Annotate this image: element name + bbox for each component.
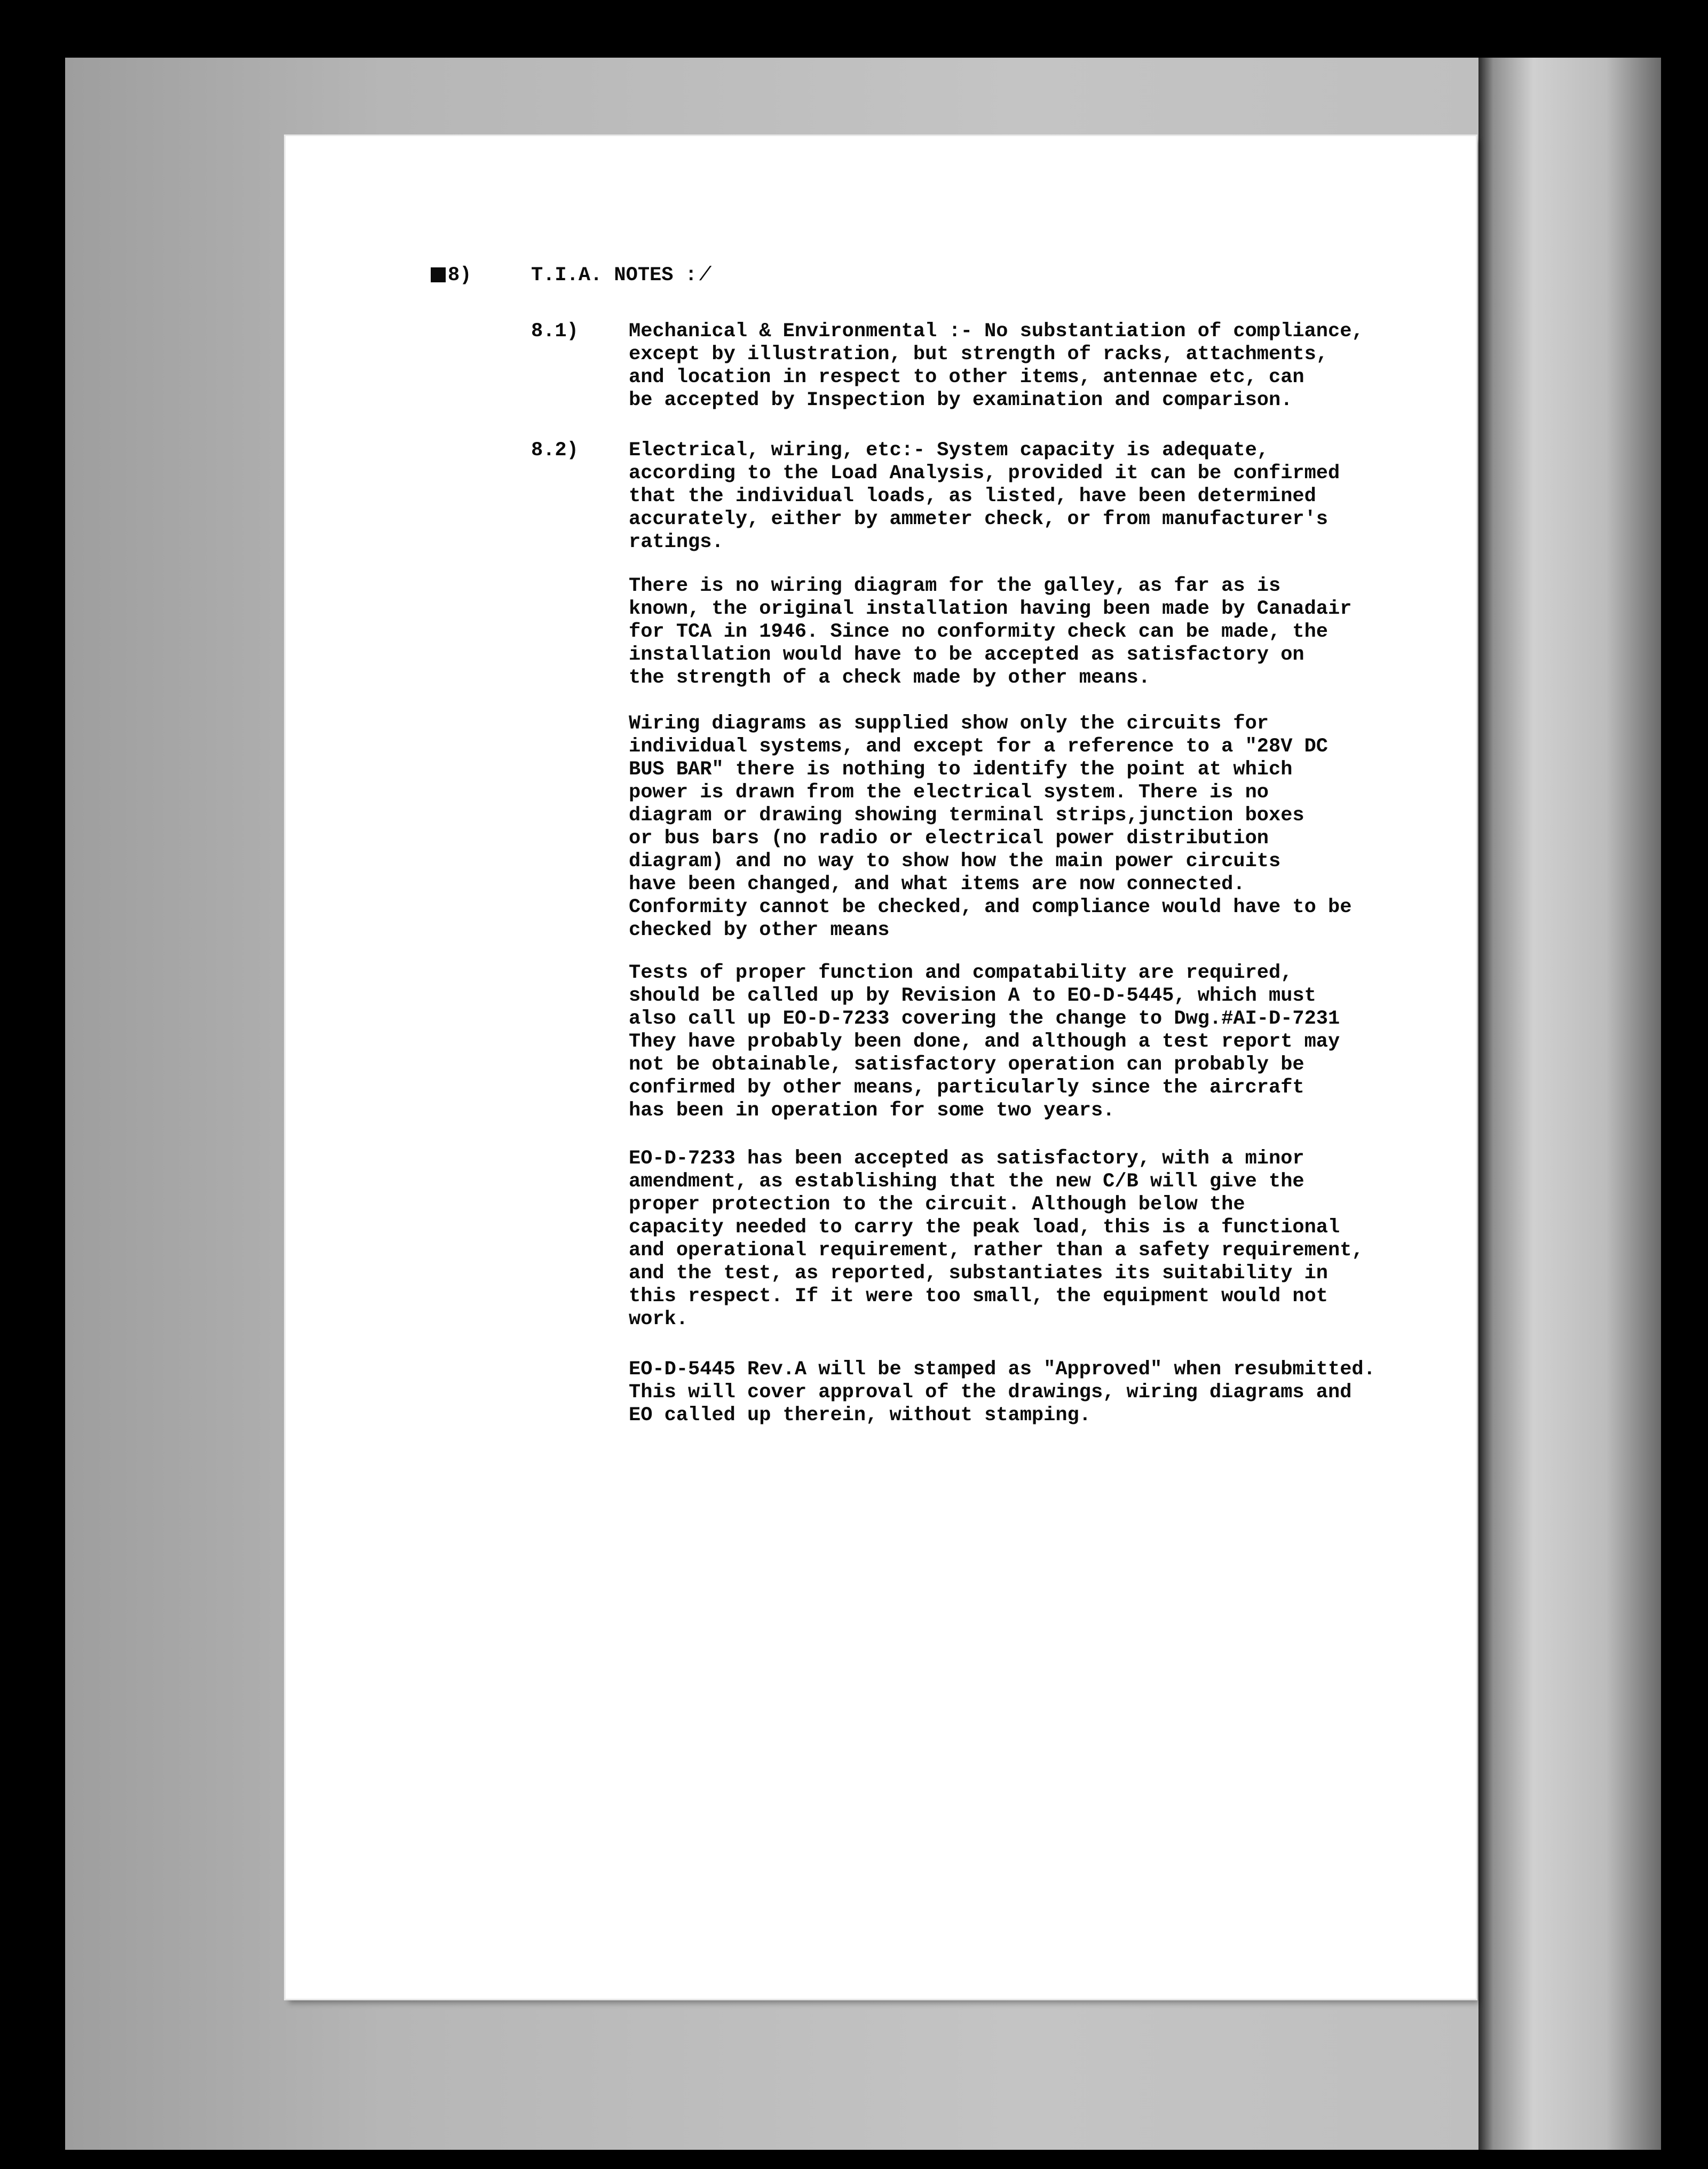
section-paragraph: EO-D-7233 has been accepted as satisfactory, with a minor amendment, as establishing that the new C/B will give the proper protection to the circuit. Although below the capacity needed to carry the peak load, this is a functional and operational requirement, rather than a safety requirement, and the test, as reported, substantiates its suitability in this respect. If it were too small, the equipment would not work.	[629, 1147, 1364, 1331]
heading-number	[431, 264, 489, 287]
section-paragraph: Wiring diagrams as supplied show only the circuits for individual systems, and except for a reference to a "28V DC BUS BAR" there is nothing to identify the point at which power is drawn from the electrical system. There is no diagram or drawing showing terminal strips,junction boxes or bus bars (no radio or electrical power distribution diagram) and no way to show how the main power circuits have been changed, and what items are now connected. Conformity cannot be checked, and compliance would have to be checked by other means	[629, 713, 1352, 941]
typed-page	[286, 136, 1476, 1999]
section-number: 8.2)	[531, 439, 579, 462]
ink-blot	[431, 267, 446, 282]
handwritten-tick: /	[699, 264, 711, 287]
heading-title	[531, 264, 851, 287]
heading-title-text: T.I.A. NOTES :	[531, 264, 697, 287]
section-paragraph: EO-D-5445 Rev.A will be stamped as "Approved" when resubmitted. This will cover approval of the drawings, wiring diagrams and EO called up therein, without stamping.	[629, 1358, 1375, 1427]
heading-number-text: 8)	[448, 264, 472, 287]
folder-spine	[1478, 58, 1661, 2150]
section-paragraph: Electrical, wiring, etc:- System capacity is adequate, according to the Load Analysis, provided it can be confirmed that the individual loads, as listed, have been determined accurately, either by ammeter check, or from manufacturer's ratings.	[629, 439, 1340, 553]
section-paragraph: Mechanical & Environmental :- No substantiation of compliance, except by illustration, but strength of racks, attachments, and location in respect to other items, antennae etc, can be accepted by Inspection by examination and comparison.	[629, 320, 1364, 411]
section-paragraph: There is no wiring diagram for the galley, as far as is known, the original installation having been made by Canadair for TCA in 1946. Since no conformity check can be made, the installation would have to be accepted as satisfactory on the strength of a check made by other means.	[629, 575, 1352, 689]
document-body	[286, 136, 1476, 1999]
section-number: 8.1)	[531, 320, 579, 343]
section-paragraph: Tests of proper function and compatability are required, should be called up by Revision A to EO-D-5445, which must also call up EO-D-7233 covering the change to Dwg.#AI-D-7231 They have probably been done, and although a test report may not be obtainable, satisfactory operation can probably be confirmed by other means, particularly since the aircraft has been in operation for some two years.	[629, 962, 1340, 1122]
